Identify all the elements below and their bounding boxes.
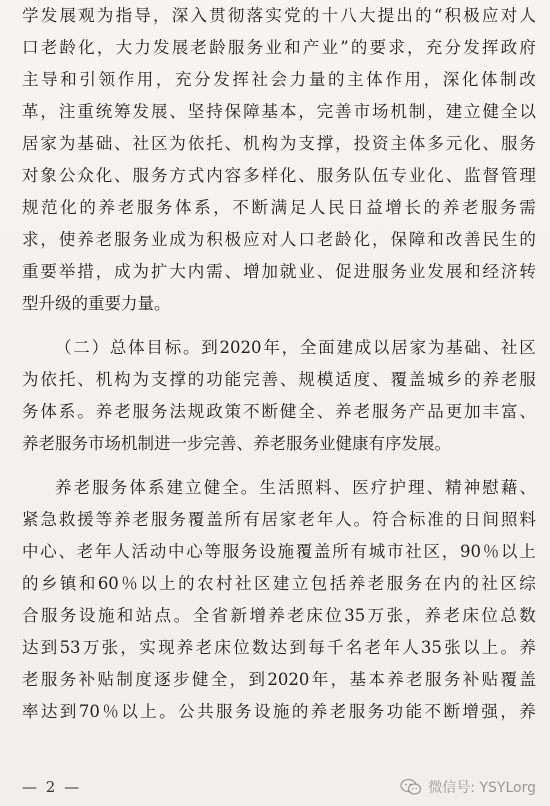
watermark [400, 777, 536, 797]
text-line: 合 服 务 设 施 和 站 点 。 全 省 新 增 养 老 床 位 35 万 张 ， 养 老 床 位 总 数 [22, 606, 536, 625]
text-line: 率 达 到 70 ％ 以 上 。 公 共 服 务 设 施 的 养 老 服 务 功 能 不 断 增 强 ， 养 [22, 702, 536, 721]
page-number: — 2 — [22, 778, 82, 796]
text-line: 主 导 和 引 领 作 用 ， 充 分 发 挥 社 会 力 量 的 主 体 作 用 ， 深 化 体 制 改 [22, 70, 536, 89]
text-line: 型升级的重要力量。 [22, 294, 171, 313]
text-line: 务 体 系 。 养 老 服 务 法 规 政 策 不 断 健 全 、 养 老 服 务 产 品 更 加 丰 富 、 [22, 402, 536, 421]
text-line: 为 依 托 、 机 构 为 支 撑 的 功 能 完 善 、 规 模 适 度 、 覆 盖 城 乡 的 养 老 服 [22, 370, 536, 389]
text-line: 养老服务市场机制进一步完善、养老服务业健康有序发展。 [22, 434, 451, 453]
text-line: 口 老 龄 化 ， 大 力 发 展 老 龄 服 务 业 和 产 业 ” 的 要 求 ， 充 分 发 挥 政 府 [22, 38, 536, 57]
text-line: 的 乡 镇 和 60 ％ 以 上 的 农 村 社 区 建 立 包 括 养 老 服 务 在 内 的 社 区 综 [22, 574, 536, 593]
text-line: 革 ， 注 重 统 筹 发 展 、 坚 持 保 障 基 本 ， 完 善 市 场 机 制 ， 建 立 健 全 以 [22, 102, 536, 121]
paragraph-gap [22, 460, 536, 472]
text-line: 中 心 、 老 年 人 活 动 中 心 等 服 务 设 施 覆 盖 所 有 城 市 社 区 ， 90 ％ 以 上 [22, 542, 536, 561]
text-line: 规 范 化 的 养 老 服 务 体 系 ， 不 断 满 足 人 民 日 益 增 长 的 养 老 服 务 需 [22, 198, 536, 217]
text-line: 居 家 为 基 础 、 社 区 为 依 托 、 机 构 为 支 撑 ， 投 资 主 体 多 元 化 、 服 务 [22, 134, 536, 153]
document-body [22, 0, 536, 728]
wechat-icon [400, 778, 422, 796]
watermark-text: 微信号: YSYLorg [428, 780, 536, 796]
text-line: 老 服 务 补 贴 制 度 逐 步 健 全 ， 到 2020 年 ， 基 本 养 老 服 务 补 贴 覆 盖 [22, 670, 536, 689]
text-line: 学 发 展 观 为 指 导 ， 深 入 贯 彻 落 实 党 的 十 八 大 提 出 的 “ 积 极 应 对 人 [22, 6, 536, 25]
text-line: 重 要 举 措 ， 成 为 扩 大 内 需 、 增 加 就 业 、 促 进 服 务 业 发 展 和 经 济 转 [22, 262, 536, 281]
text-line: 对 象 公 众 化 、 服 务 方 式 内 容 多 样 化 、 服 务 队 伍 专 业 化 、 监 督 管 理 [22, 166, 536, 185]
text-line: （ 二 ） 总 体 目 标 。 到 2020 年 ， 全 面 建 成 以 居 家 为 基 础 、 社 区 [55, 338, 536, 357]
text-line: 养 老 服 务 体 系 建 立 健 全 。 生 活 照 料 、 医 疗 护 理 、 精 神 慰 藉 、 [55, 478, 536, 497]
paragraph-gap [22, 320, 536, 332]
text-line: 紧 急 救 援 等 养 老 服 务 覆 盖 所 有 居 家 老 年 人 。 符 合 标 准 的 日 间 照 料 [22, 510, 536, 529]
page-footer [22, 774, 536, 800]
text-line: 达 到 53 万 张 ， 实 现 养 老 床 位 数 达 到 每 千 名 老 年 人 35 张 以 上 。 养 [22, 638, 536, 657]
text-line: 求 ， 使 养 老 服 务 业 成 为 积 极 应 对 人 口 老 龄 化 ， 保 障 和 改 善 民 生 的 [22, 230, 536, 249]
